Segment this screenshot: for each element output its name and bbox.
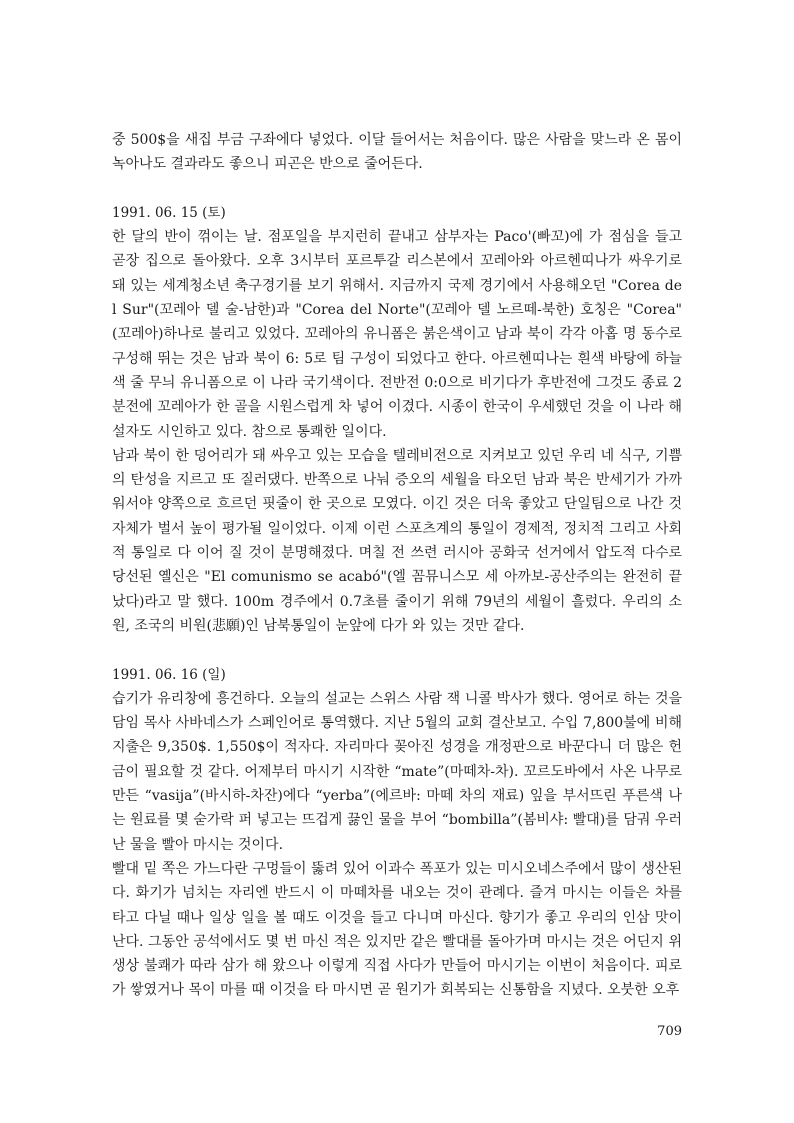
page-body [112, 128, 682, 1003]
diary-entry [112, 201, 682, 638]
section-gap [112, 177, 682, 201]
entry-date: 1991. 06. 15 (토) [112, 204, 226, 221]
opening-paragraph: 중 500$을 새집 부금 구좌에다 넣었다. 이달 들어서는 처음이다. 많은 사람을 맞느라 온 몸이 녹아나도 결과라도 좋으니 피곤은 반으로 줄어든다. [112, 132, 682, 173]
entry-paragraph: 한 달의 반이 꺾이는 날. 점포일을 부지런히 끝내고 삼부자는 Paco'(빠꼬)에 가 점심을 들고 곧장 집으로 돌아왔다. 오후 3시부터 포르투갈 리스본에서 꼬레아와 아르헨띠나가 싸우기로 돼 있는 세계청소년 축구경기를 보기 위해서. 지금까지 국제 경기에서 사용해오던 "Corea del Sur"(꼬레아 델 술-남한)과 "Corea del Norte"(꼬레아 델 노르떼-북한) 호칭은 "Corea"(꼬레아)하나로 불리고 있었다. 꼬레아의 유니폼은 붉은색이고 남과 북이 각각 아홉 명 동수로 구성해 뛰는 것은 남과 북이 6: 5로 팀 구성이 되었다고 한다. 아르헨띠나는 흰색 바탕에 하늘색 줄 무늬 유니폼으로 이 나라 국기색이다. 전반전 0:0으로 비기다가 후반전에 그것도 종료 2분전에 꼬레아가 한 골을 시원스럽게 차 넣어 이겼다. 시종이 한국이 우세했던 것을 이 나라 해설자도 시인하고 있다. 참으로 통쾌한 일이다. [112, 229, 682, 440]
entry-date: 1991. 06. 16 (일) [112, 666, 226, 683]
entry-paragraph: 빨대 밑 쪽은 가느다란 구멍들이 뚫려 있어 이과수 폭포가 있는 미시오네스주에서 많이 생산된다. 화기가 넘치는 자리엔 반드시 이 마떼차를 내오는 것이 관례다. 즐겨 마시는 이들은 차를 타고 다닐 때나 일상 일을 볼 때도 이것을 들고 다니며 마신다. 향기가 좋고 우리의 인삼 맛이 난다. 그동안 공석에서도 몇 번 마신 적은 있지만 같은 빨대를 돌아가며 마시는 것은 어딘지 위생상 불쾌가 따라 삼가 해 왔으나 이렇게 직접 사다가 만들어 마시기는 이번이 처음이다. 피로가 쌓였거나 목이 마를 때 이것을 타 마시면 곧 원기가 회복되는 신통함을 지녔다. 오붓한 오후 [112, 860, 682, 999]
diary-entry [112, 663, 682, 1003]
page-number: 709 [657, 1024, 682, 1039]
section-gap [112, 638, 682, 662]
entry-paragraph: 습기가 유리창에 흥건하다. 오늘의 설교는 스위스 사람 잭 니콜 박사가 했다. 영어로 하는 것을 담임 목사 사바네스가 스페인어로 통역했다. 지난 5월의 교회 결산보고. 수입 7,800불에 비해 지출은 9,350$. 1,550$이 적자다. 자리마다 꽂아진 성경을 개정판으로 바꾼다니 더 많은 헌금이 필요할 것 같다. 어제부터 마시기 시작한 “mate”(마떼차-차). 꼬르도바에서 사온 나무로 만든 “vasija”(바시하-차잔)에다 “yerba”(에르바: 마떼 차의 재료) 잎을 부서뜨린 푸른색 나는 원료를 몇 숟가락 퍼 넣고는 뜨겁게 끓인 물을 부어 “bombilla”(봄비샤: 빨대)를 담궈 우러난 물을 빨아 마시는 것이다. [112, 690, 682, 853]
entry-paragraph: 남과 북이 한 덩어리가 돼 싸우고 있는 모습을 텔레비전으로 지켜보고 있던 우리 네 식구, 기쁨의 탄성을 지르고 또 질러댔다. 반쪽으로 나눠 증오의 세월을 타오던 남과 북은 반세기가 가까워서야 양쪽으로 흐르던 핏줄이 한 곳으로 모였다. 이긴 것은 더욱 좋았고 단일팀으로 나간 것 자체가 벌서 높이 평가될 일이었다. 이제 이런 스포츠계의 통일이 경제적, 정치적 그리고 사회적 통일로 다 이어 질 것이 분명해졌다. 며칠 전 쓰련 러시아 공화국 선거에서 압도적 다수로 당선된 옐신은 "El comunismo se acabó"(엘 꼼뮤니스모 세 아까보-공산주의는 완전히 끝났다)라고 말 했다. 100m 경주에서 0.7초를 줄이기 위해 79년의 세월이 흘렀다. 우리의 소원, 조국의 비원(悲願)인 남북통일이 눈앞에 다가 와 있는 것만 같다. [112, 447, 682, 634]
